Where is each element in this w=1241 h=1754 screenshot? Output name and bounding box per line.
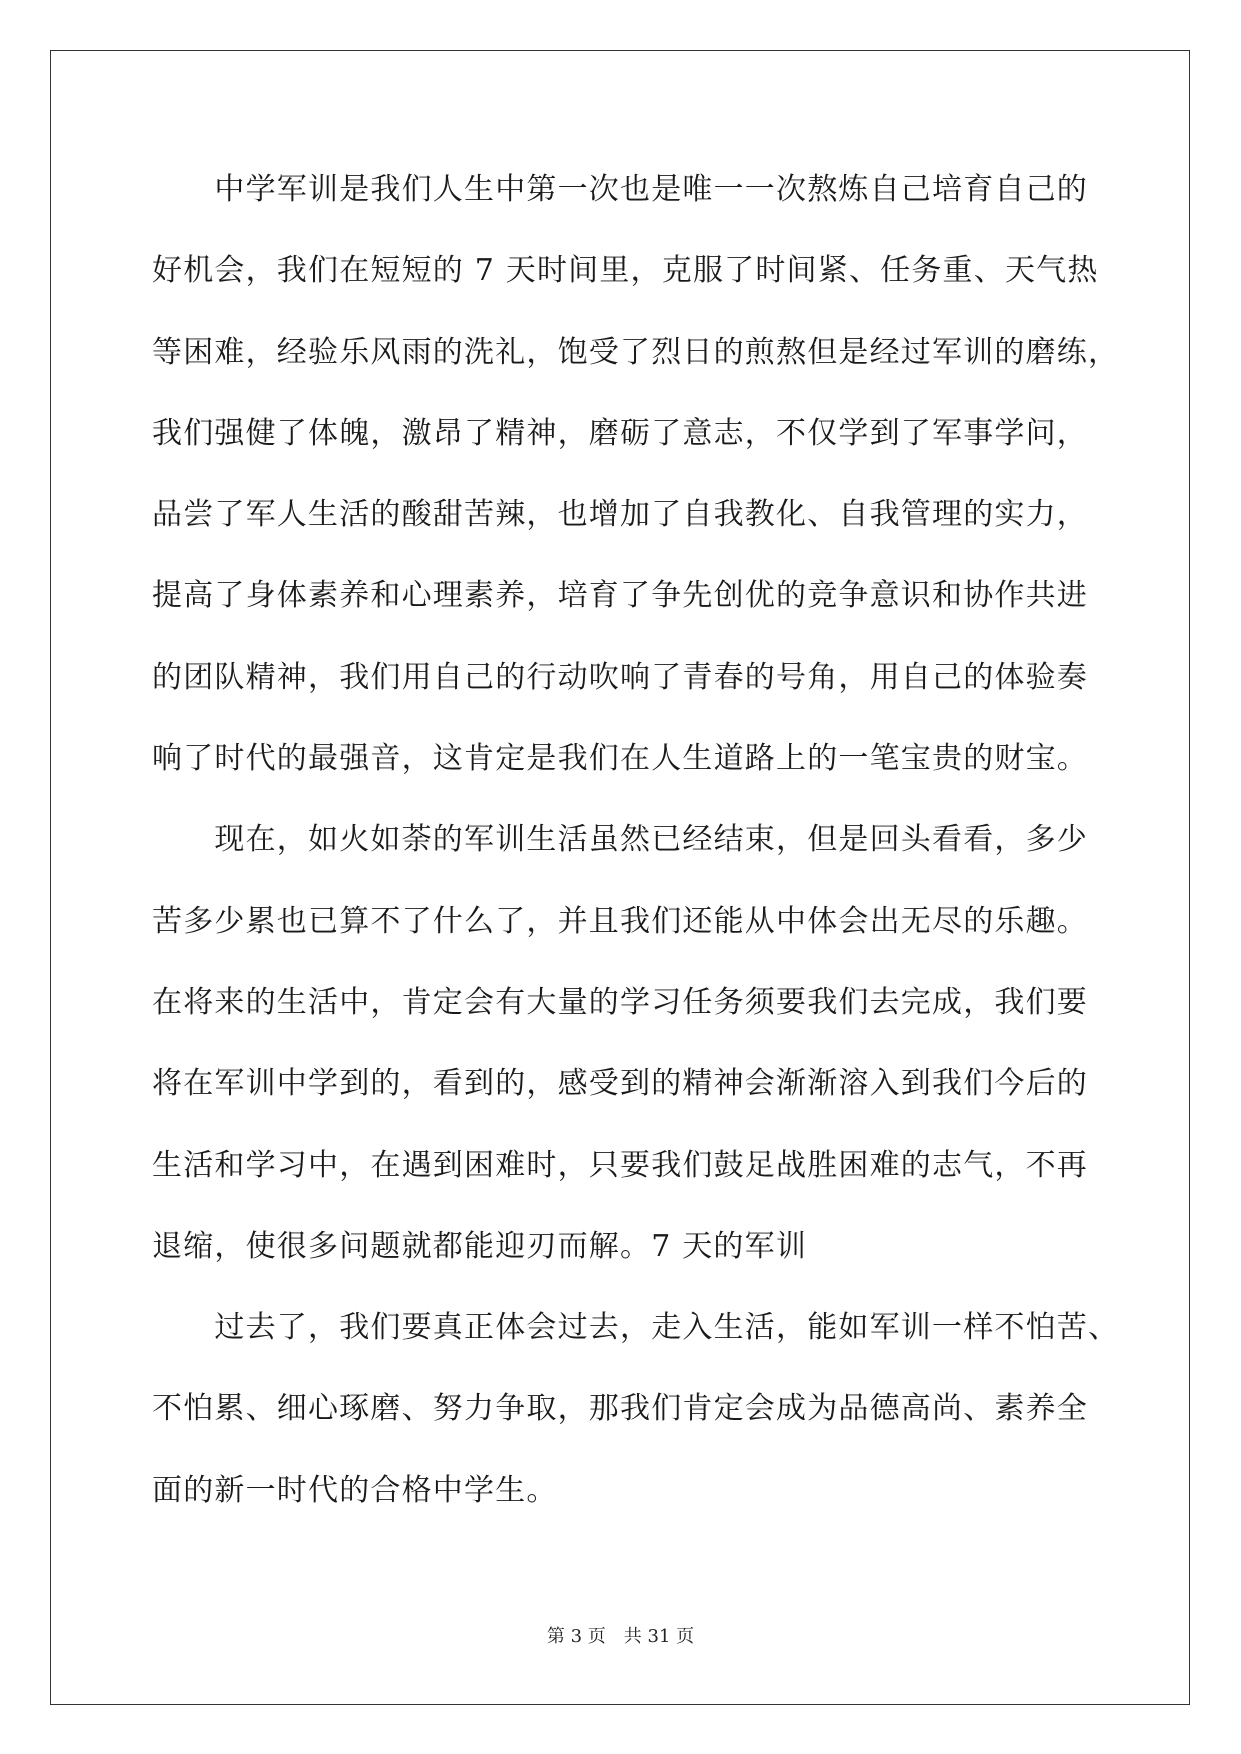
text-line: 中学军训是我们人生中第一次也是唯一一次熬炼自己培育自己的: [152, 172, 1088, 207]
text-line: 生活和学习中，在遇到困难时，只要我们鼓足战胜困难的志气，不再: [152, 1147, 1088, 1183]
document-body: [152, 160, 1120, 1542]
text-line: 不怕累、细心琢磨、努力争取，那我们肯定会成为品德高尚、素养全: [152, 1391, 1088, 1427]
text-line: 的团队精神，我们用自己的行动吹响了青春的号角，用自己的体验奏: [152, 659, 1088, 695]
text-line: 将在军训中学到的，看到的，感受到的精神会渐渐溶入到我们今后的: [152, 1066, 1088, 1102]
text-line: 好机会，我们在短短的 7 天时间里，克服了时间紧、任务重、天气热: [152, 253, 1099, 289]
text-line: 过去了，我们要真正体会过去，走入生活，能如军训一样不怕苦、: [152, 1310, 1120, 1346]
text-line: 现在，如火如荼的军训生活虽然已经结束，但是回头看看，多少: [152, 822, 1088, 858]
page-number: 第 3 页: [546, 1626, 606, 1647]
text-line: 在将来的生活中，肯定会有大量的学习任务须要我们去完成，我们要: [152, 984, 1088, 1020]
page-total: 共 31 页: [623, 1626, 695, 1647]
text-line: 品尝了军人生活的酸甜苦辣，也增加了自我教化、自我管理的实力，: [152, 497, 1088, 533]
text-line: 退缩，使很多问题就都能迎刃而解。7 天的军训: [152, 1228, 808, 1264]
text-line: 响了时代的最强音，这肯定是我们在人生道路上的一笔宝贵的财宝。: [152, 741, 1088, 777]
text-line: 我们强健了体魄，激昂了精神，磨砺了意志，不仅学到了军事学问，: [152, 415, 1088, 451]
text-line: 提高了身体素养和心理素养，培育了争先创优的竞争意识和协作共进: [152, 578, 1088, 614]
text-line: 等困难，经验乐风雨的洗礼，饱受了烈日的煎熬但是经过军训的磨练，: [152, 334, 1120, 370]
text-line: 苦多少累也已算不了什么了，并且我们还能从中体会出无尽的乐趣。: [152, 903, 1088, 939]
text-line: 面的新一时代的合格中学生。: [152, 1472, 558, 1508]
page-footer: [0, 1622, 1241, 1648]
